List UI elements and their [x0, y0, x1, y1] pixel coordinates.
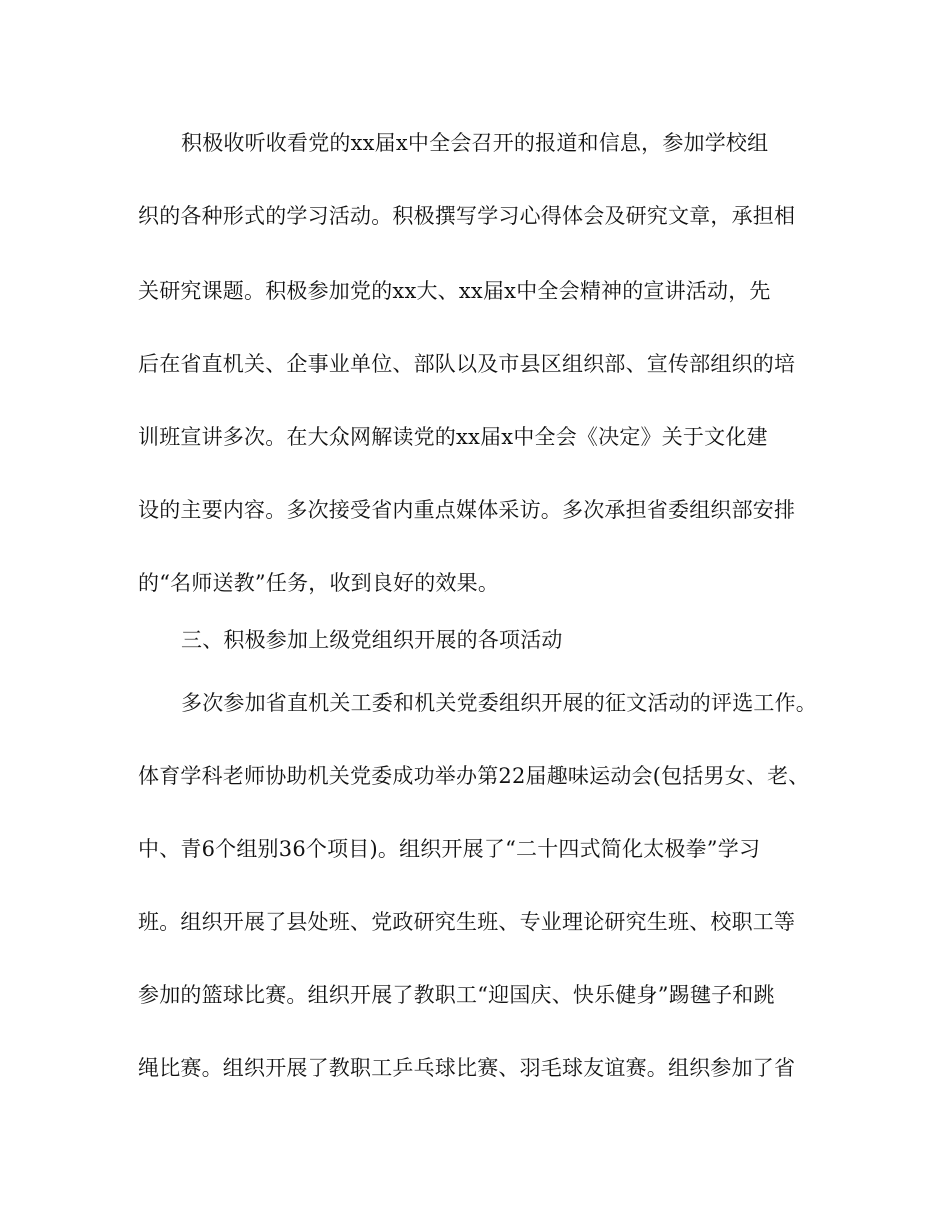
paragraph-line: 中、青6个组别36个项目)。组织开展了“二十四式简化太极拳”学习 [138, 837, 761, 861]
paragraph-line: 绳比赛。组织开展了教职工乒乓球比赛、羽毛球友谊赛。组织参加了省 [138, 1056, 796, 1080]
paragraph-line: 训班宣讲多次。在大众网解读党的xx届x中全会《决定》关于文化建 [138, 425, 768, 449]
section-heading: 三、积极参加上级党组织开展的各项活动 [181, 628, 563, 652]
paragraph-line: 后在省直机关、企事业单位、部队以及市县区组织部、宣传部组织的培 [138, 352, 796, 376]
paragraph-line: 的“名师送教”任务，收到良好的效果。 [138, 571, 500, 595]
paragraph-line: 关研究课题。积极参加党的xx大、xx届x中全会精神的宣讲活动，先 [138, 279, 771, 303]
paragraph-line: 织的各种形式的学习活动。积极撰写学习心得体会及研究文章，承担相 [138, 204, 796, 228]
paragraph-line: 班。组织开展了县处班、党政研究生班、专业理论研究生班、校职工等 [138, 910, 796, 934]
paragraph-line: 积极收听收看党的xx届x中全会召开的报道和信息，参加学校组 [181, 131, 769, 155]
paragraph-line: 多次参加省直机关工委和机关党委组织开展的征文活动的评选工作。 [181, 691, 817, 715]
paragraph-line: 设的主要内容。多次接受省内重点媒体采访。多次承担省委组织部安排 [138, 498, 796, 522]
paragraph-line: 体育学科老师协助机关党委成功举办第22届趣味运动会(包括男女、老、 [138, 764, 810, 788]
paragraph-line: 参加的篮球比赛。组织开展了教职工“迎国庆、快乐健身”踢毽子和跳 [138, 983, 775, 1007]
